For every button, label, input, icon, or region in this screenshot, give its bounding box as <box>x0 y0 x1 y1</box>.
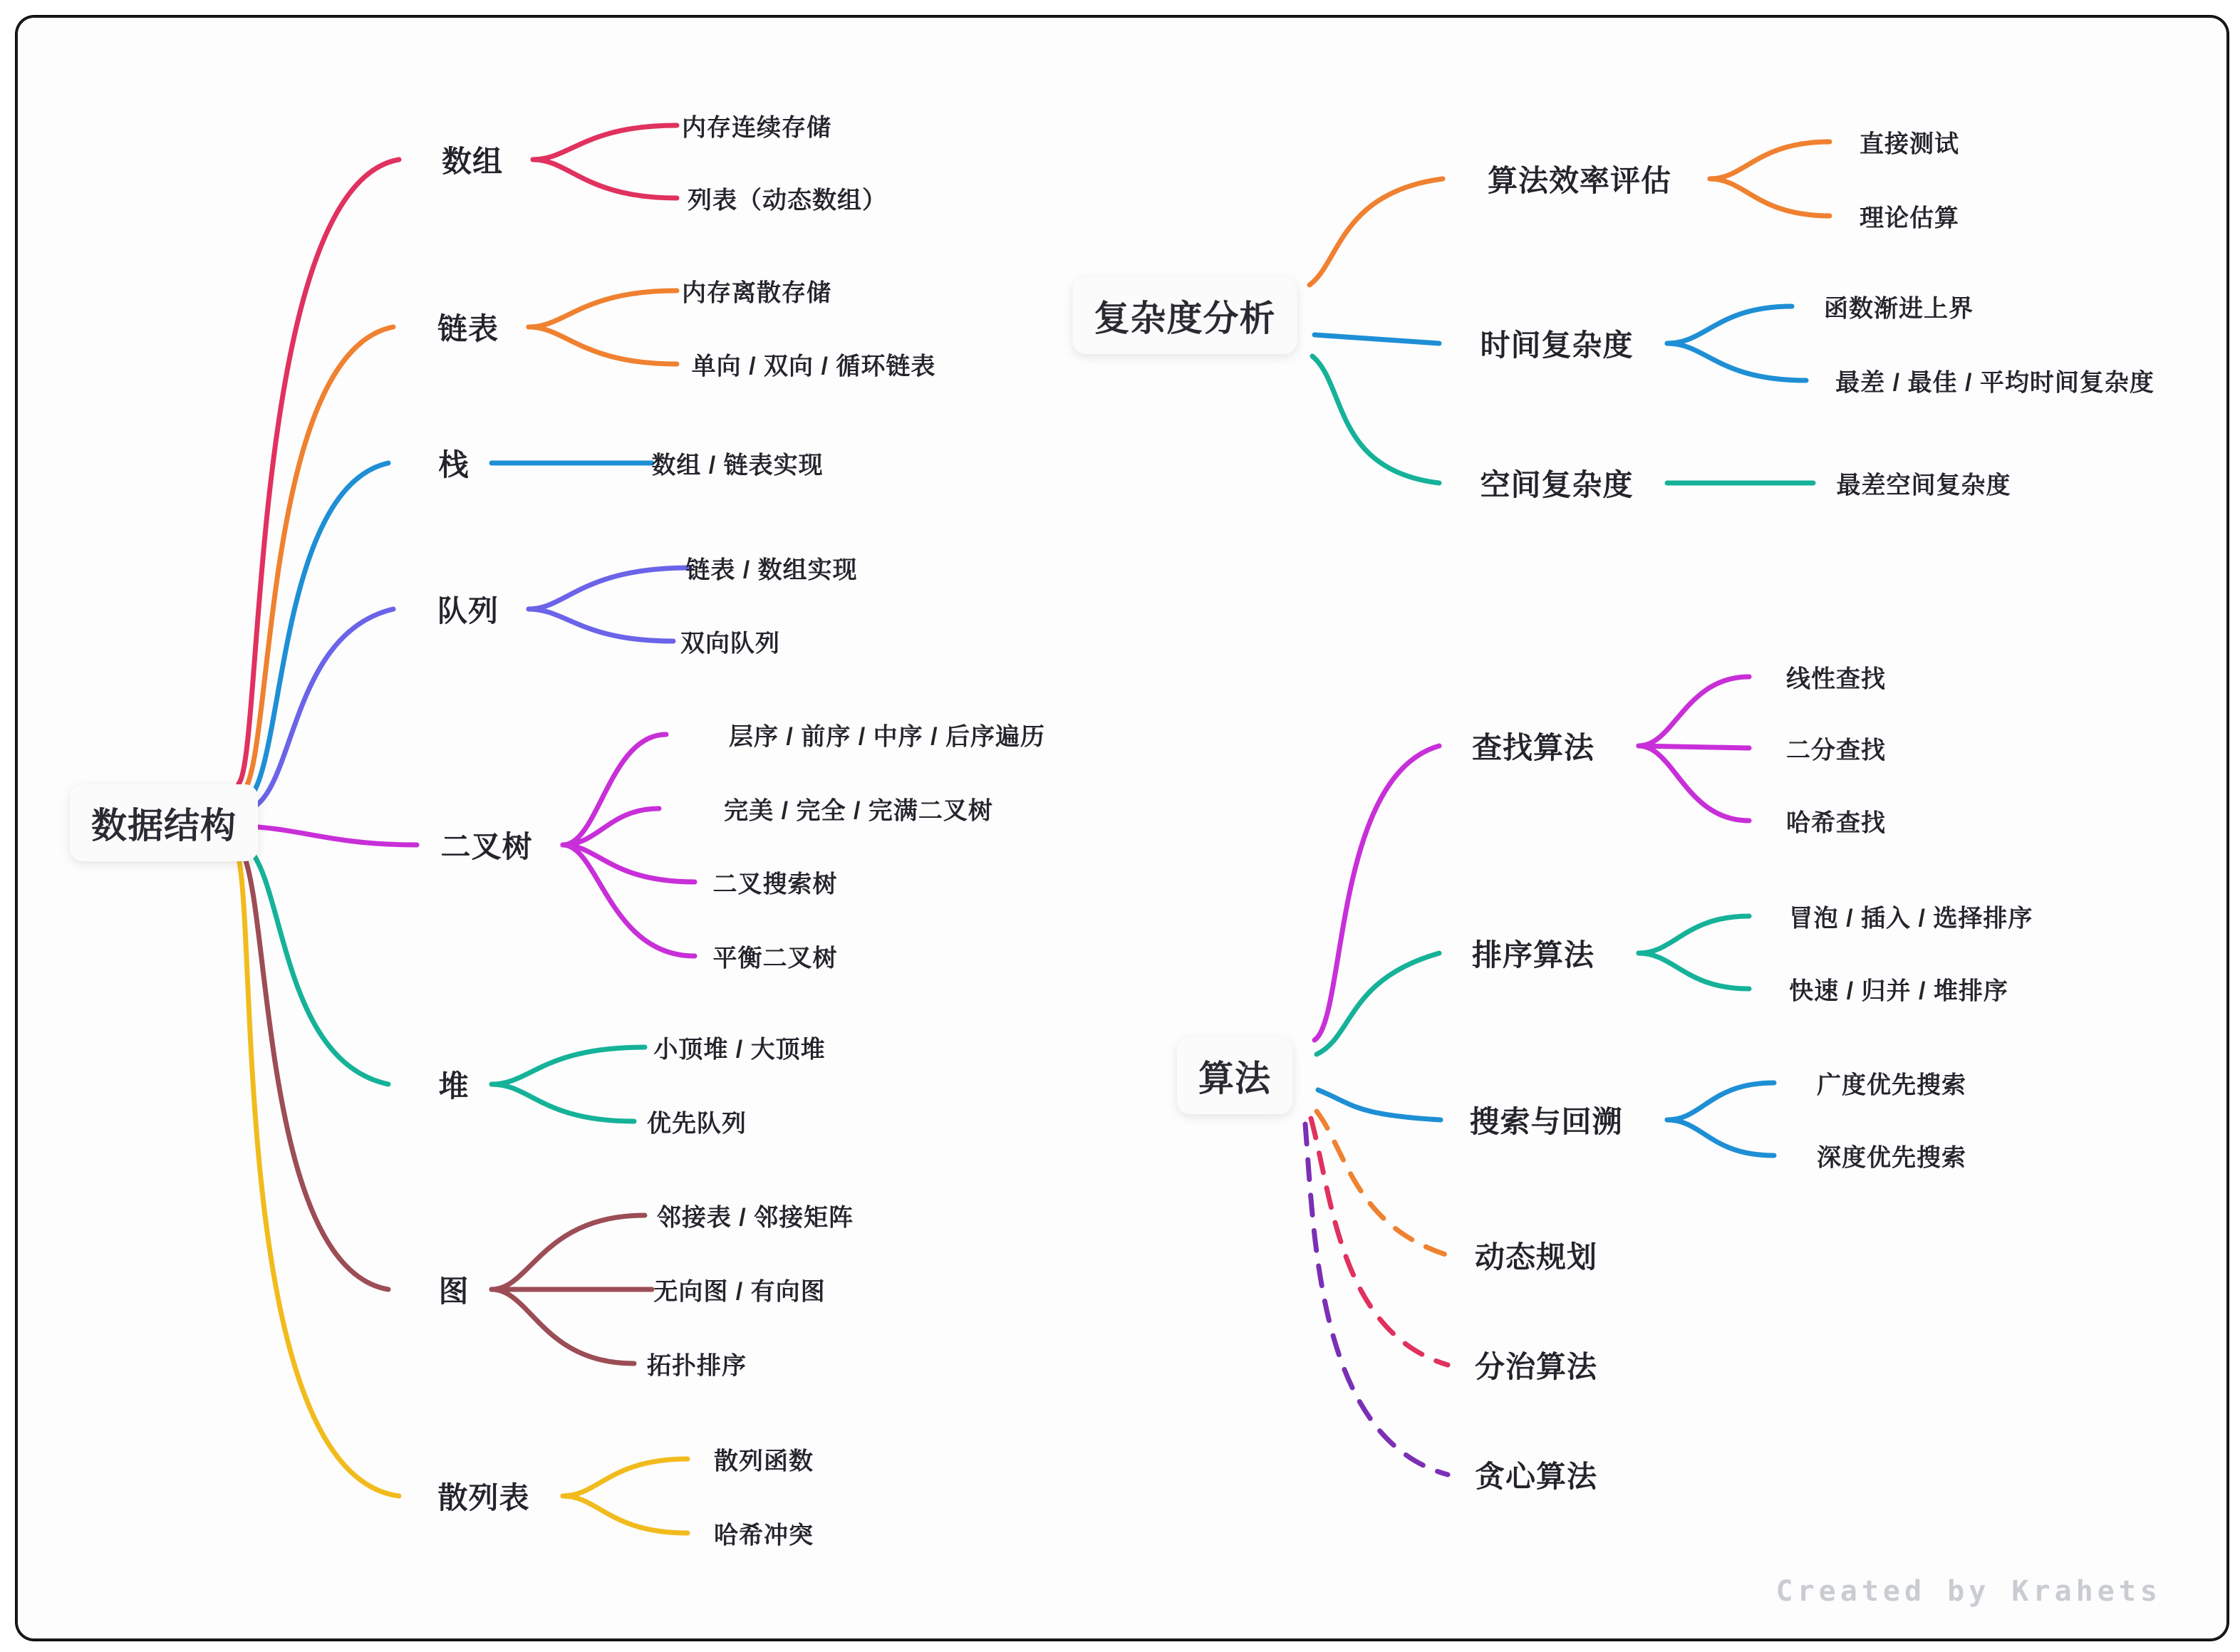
branch-node-array[interactable]: 数组 <box>441 145 504 178</box>
leaf-node[interactable]: 最差 / 最佳 / 平均时间复杂度 <box>1835 369 2155 397</box>
branch-node-space-complexity[interactable]: 空间复杂度 <box>1480 468 1634 502</box>
leaf-node[interactable]: 无向图 / 有向图 <box>653 1278 826 1306</box>
leaf-node[interactable]: 层序 / 前序 / 中序 / 后序遍历 <box>728 723 1046 751</box>
leaf-node[interactable]: 优先队列 <box>647 1110 747 1138</box>
branch-node-efficiency-evaluation[interactable]: 算法效率评估 <box>1487 164 1672 197</box>
leaf-node[interactable]: 二叉搜索树 <box>712 871 838 898</box>
branch-node-heap[interactable]: 堆 <box>438 1069 470 1103</box>
branch-node-greedy-algorithm[interactable]: 贪心算法 <box>1474 1460 1598 1493</box>
branch-node-search-backtracking[interactable]: 搜索与回溯 <box>1469 1105 1623 1138</box>
leaf-node[interactable]: 哈希冲突 <box>714 1522 814 1549</box>
leaf-node[interactable]: 内存连续存储 <box>682 114 831 142</box>
leaf-node[interactable]: 完美 / 完全 / 完满二叉树 <box>724 797 993 825</box>
leaf-node[interactable]: 链表 / 数组实现 <box>685 556 858 584</box>
root-node-complexity-analysis[interactable]: 复杂度分析 <box>1073 277 1297 354</box>
leaf-node[interactable]: 平衡二叉树 <box>712 945 838 972</box>
leaf-node[interactable]: 广度优先搜索 <box>1817 1071 1966 1099</box>
branch-node-binary-tree[interactable]: 二叉树 <box>440 830 533 863</box>
leaf-node[interactable]: 邻接表 / 邻接矩阵 <box>656 1204 854 1232</box>
branch-node-searching-algorithm[interactable]: 查找算法 <box>1471 731 1595 764</box>
branch-node-hash-table[interactable]: 散列表 <box>437 1481 530 1515</box>
leaf-node[interactable]: 数组 / 链表实现 <box>651 452 824 479</box>
leaf-node[interactable]: 哈希查找 <box>1786 809 1886 837</box>
branch-node-stack[interactable]: 栈 <box>438 448 470 482</box>
leaf-node[interactable]: 函数渐进上界 <box>1824 295 1974 323</box>
leaf-node[interactable]: 小顶堆 / 大顶堆 <box>653 1036 826 1064</box>
leaf-node[interactable]: 线性查找 <box>1786 665 1886 693</box>
diagram-frame <box>16 16 2229 1641</box>
leaf-node[interactable]: 拓扑排序 <box>647 1352 747 1380</box>
leaf-node[interactable]: 内存离散存储 <box>682 279 831 307</box>
leaf-node[interactable]: 最差空间复杂度 <box>1836 472 2011 499</box>
branch-node-queue[interactable]: 队列 <box>437 594 499 628</box>
leaf-node[interactable]: 双向队列 <box>680 630 780 658</box>
leaf-node[interactable]: 列表（动态数组） <box>688 187 887 214</box>
leaf-node[interactable]: 散列函数 <box>714 1448 814 1475</box>
branch-node-graph[interactable]: 图 <box>438 1274 470 1308</box>
branch-node-time-complexity[interactable]: 时间复杂度 <box>1480 328 1634 362</box>
leaf-node[interactable]: 二分查找 <box>1786 737 1886 764</box>
leaf-node[interactable]: 理论估算 <box>1860 204 1959 232</box>
leaf-node[interactable]: 快速 / 归并 / 堆排序 <box>1789 977 2008 1005</box>
branch-node-sorting-algorithm[interactable]: 排序算法 <box>1471 938 1595 972</box>
leaf-node[interactable]: 直接测试 <box>1860 130 1959 158</box>
leaf-node[interactable]: 单向 / 双向 / 循环链表 <box>691 353 936 380</box>
leaf-node[interactable]: 深度优先搜索 <box>1817 1144 1966 1172</box>
root-node-data-structure[interactable]: 数据结构 <box>70 784 258 861</box>
branch-node-dynamic-programming[interactable]: 动态规划 <box>1474 1240 1598 1274</box>
branch-node-linked-list[interactable]: 链表 <box>437 312 499 346</box>
leaf-node[interactable]: 冒泡 / 插入 / 选择排序 <box>1788 905 2033 933</box>
root-node-algorithm[interactable]: 算法 <box>1177 1037 1292 1114</box>
credit-text: Created by Krahets <box>1775 1575 2162 1608</box>
branch-node-divide-and-conquer[interactable]: 分治算法 <box>1474 1350 1598 1383</box>
